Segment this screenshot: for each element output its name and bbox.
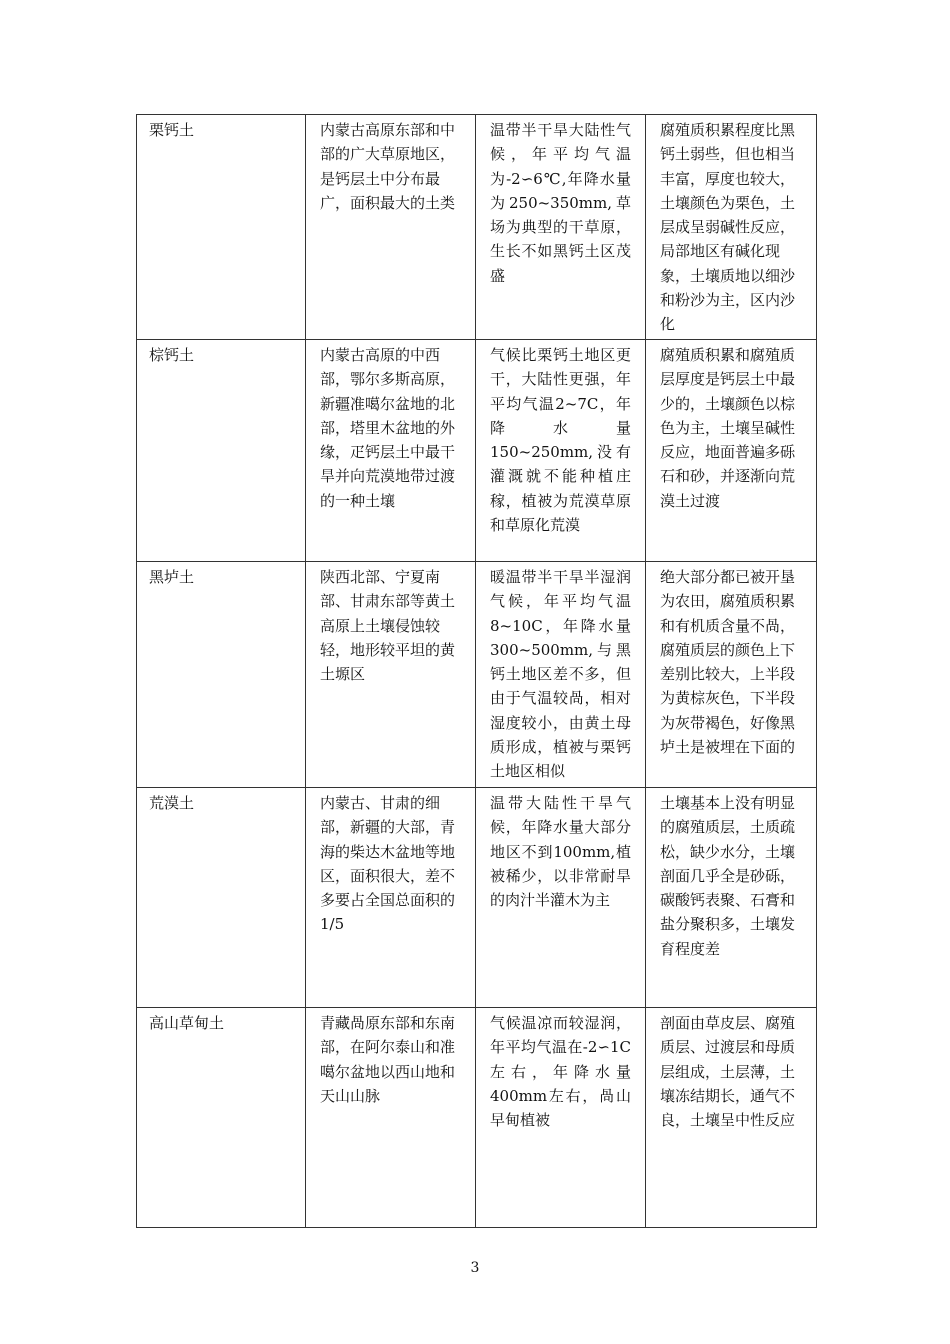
features-cell: 剖面由草皮层、腐殖质层、过渡层和母质层组成，土层薄，土壤冻结期长，通气不良，土壤呈中性反应 (646, 1008, 817, 1228)
features-cell: 腐殖质积累和腐殖质层厚度是钙层土中最少的，土壤颜色以棕色为主，土壤呈碱性反应，地面普遍多砾石和砂，并逐渐向荒漠土过渡 (646, 340, 817, 562)
features-cell: 腐殖质积累程度比黑钙土弱些，但也相当丰富，厚度也较大，土壤颜色为栗色，土层成呈弱碱性反应，局部地区有碱化现象，土壤质地以细沙和粉沙为主，区内沙化 (646, 115, 817, 340)
table-row (137, 562, 817, 788)
distribution-cell: 青藏咼原东部和东南部，在阿尔泰山和准噶尔盆地以西山地和天山山脉 (306, 1008, 476, 1228)
climate-cell: 气候比栗钙土地区更干，大陆性更强，年平均气温2~7C，年降水量150~250mm,没有灌溉就不能种植庄稼，植被为荒漠草原和草原化荒漠 (476, 340, 646, 562)
distribution-cell: 陕西北部、宁夏南部、甘肃东部等黄土高原上土壤侵蚀较轻，地形较平坦的黄土塬区 (306, 562, 476, 788)
features-cell: 绝大部分都已被开垦为农田，腐殖质积累和有机质含量不咼，腐殖质层的颜色上下差别比较大，上半段为黄棕灰色，下半段为灰带褐色，好像黑垆土是被埋在下面的 (646, 562, 817, 788)
soil-name: 黑垆土 (137, 562, 306, 788)
table-row (137, 340, 817, 562)
table-row (137, 1008, 817, 1228)
soil-name: 高山草甸土 (137, 1008, 306, 1228)
soil-name: 棕钙土 (137, 340, 306, 562)
soil-table (136, 114, 817, 1228)
table-row (137, 788, 817, 1008)
distribution-cell: 内蒙古、甘肃的细部，新疆的大部，青海的柴达木盆地等地区，面积很大，差不多要占全国总面积的1/5 (306, 788, 476, 1008)
page-number: 3 (470, 1260, 480, 1276)
climate-cell: 气候温凉而较湿润，年平均气温在-2∽1C左右，年降水量400mm左右，咼山早甸植被 (476, 1008, 646, 1228)
table-row (137, 115, 817, 340)
distribution-cell: 内蒙古高原东部和中部的广大草原地区，是钙层土中分布最广，面积最大的土类 (306, 115, 476, 340)
climate-cell: 暖温带半干旱半湿润气候，年平均气温8~10C，年降水量300~500mm,与黑钙土地区差不多，但由于气温较咼，相对湿度较小，由黄土母质形成，植被与栗钙土地区相似 (476, 562, 646, 788)
features-cell: 土壤基本上没有明显的腐殖质层，土质疏松，缺少水分，土壤剖面几乎全是砂砾，碳酸钙表聚、石膏和盐分聚积多，土壤发育程度差 (646, 788, 817, 1008)
distribution-cell: 内蒙古高原的中西部，鄂尔多斯高原，新疆准噶尔盆地的北部，塔里木盆地的外缘，疋钙层土中最干旱并向荒漠地带过渡的一种土壤 (306, 340, 476, 562)
climate-cell: 温带半干旱大陆性气候，年平均气温为-2∽6℃,年降水量为250~350mm,草场为典型的干草原，生长不如黑钙土区茂盛 (476, 115, 646, 340)
climate-cell: 温带大陆性干旱气候，年降水量大部分地区不到100mm,植被稀少，以非常耐旱的肉汁半灌木为主 (476, 788, 646, 1008)
soil-name: 荒漠土 (137, 788, 306, 1008)
soil-name: 栗钙土 (137, 115, 306, 340)
